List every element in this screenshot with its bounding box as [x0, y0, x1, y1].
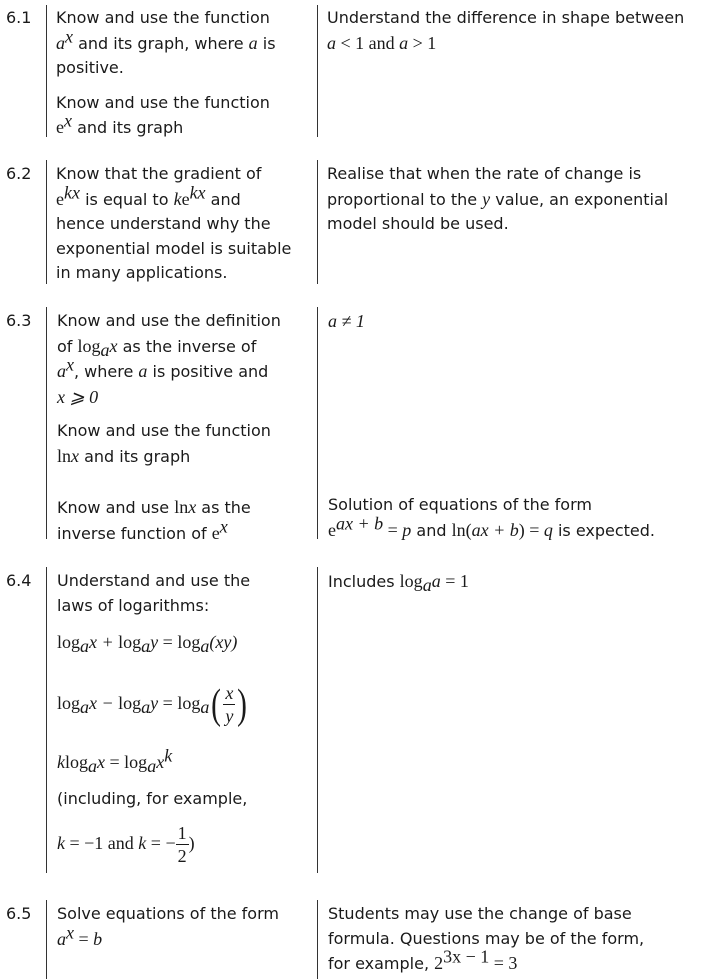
- text-line: Know and use the definition: [57, 311, 281, 330]
- text-line: of $\log_ax$ as the inverse of: [57, 335, 257, 360]
- text-line: lnx and its graph: [57, 445, 191, 466]
- text-line: Realise that when the rate of change is: [327, 164, 642, 183]
- row-number: 6.5: [6, 904, 32, 923]
- text-line: exponential model is suitable: [56, 238, 292, 258]
- text-line: Know and use the function: [56, 8, 270, 27]
- text-line: Know and use the function: [57, 421, 271, 440]
- text-line: proportional to the y value, an exponential: [327, 188, 669, 209]
- text-line: $e^{kx}$ is equal to $ke^{kx}$ and: [56, 182, 241, 209]
- guidance-cell: [328, 902, 644, 977]
- text-line: in many applications.: [56, 263, 228, 282]
- guidance-cell: [327, 162, 668, 237]
- column-divider: [317, 567, 318, 873]
- text-line: $e^{ax + b} = p$ and ln(ax + b) = q is expected.: [328, 513, 656, 540]
- content-cell: [56, 6, 276, 141]
- text-line: Includes $\log_aa = 1$: [328, 571, 469, 596]
- text-line: a < 1 and a > 1: [327, 32, 437, 53]
- text-line: Solve equations of the form: [57, 904, 279, 923]
- guidance-cell: [328, 493, 655, 543]
- text-line: Know that the gradient of: [56, 164, 262, 183]
- text-line: Know and use the function: [56, 92, 270, 112]
- column-divider: [317, 900, 318, 979]
- content-cell: [56, 162, 291, 286]
- row-number: 6.2: [6, 164, 32, 183]
- text-line: Students may use the change of base: [328, 904, 632, 923]
- column-divider: [46, 5, 47, 137]
- column-divider: [46, 567, 47, 873]
- text-line: x ⩾ 0: [57, 386, 99, 407]
- guidance-cell: [328, 569, 469, 595]
- content-cell: [57, 309, 281, 546]
- column-divider: [317, 307, 318, 539]
- text-line: $e^x$ and its graph: [56, 110, 184, 137]
- column-divider: [46, 900, 47, 979]
- column-divider: [46, 160, 47, 284]
- text-line: a ≠ 1: [328, 311, 365, 331]
- text-line: $a^x$, where a is positive and: [57, 354, 269, 381]
- equation-line: k = −1 and k = − $\frac{1}{2}$ ): [57, 823, 195, 866]
- text-line: $a^x = b$: [57, 922, 103, 949]
- row-number: 6.4: [6, 571, 32, 590]
- column-divider: [317, 160, 318, 284]
- column-divider: [317, 5, 318, 137]
- guidance-cell: [328, 309, 365, 334]
- text-line: Understand the difference in shape between: [327, 8, 685, 27]
- text-line: Solution of equations of the form: [328, 495, 592, 514]
- content-cell: [57, 569, 250, 618]
- text-line: for example, $2^{3x - 1} = 3$: [328, 946, 518, 973]
- text-line: model should be used.: [327, 214, 509, 233]
- text-line: hence understand why the: [56, 214, 271, 233]
- text-line: Know and use lnx as the: [57, 497, 251, 517]
- content-cell: [57, 902, 279, 952]
- text-line: (including, for example,: [57, 789, 248, 808]
- fraction: $\frac{1}{2}$: [177, 823, 187, 866]
- text-line: $a^x$ and its graph, where a is: [56, 26, 276, 53]
- text-line: laws of logarithms:: [57, 595, 210, 615]
- text-line: formula. Questions may be of the form,: [328, 928, 645, 948]
- text-line: Understand and use the: [57, 571, 251, 590]
- column-divider: [46, 307, 47, 539]
- row-number: 6.3: [6, 311, 32, 330]
- equation-line: $\log_ax - \log_ay = \log_a$( $\frac{x}{y}$ ): [57, 681, 248, 728]
- row-number: 6.1: [6, 8, 32, 27]
- guidance-cell: [327, 6, 684, 56]
- text-line: positive.: [56, 58, 124, 77]
- text-line: inverse function of $e^x$: [57, 516, 228, 543]
- fraction: $\frac{x}{y}$: [225, 683, 234, 726]
- equation-line: $klog_ax = \log_ax^k$: [57, 745, 173, 777]
- equation-line: $\log_ax + \log_ay = \log_a(xy)$: [57, 632, 238, 657]
